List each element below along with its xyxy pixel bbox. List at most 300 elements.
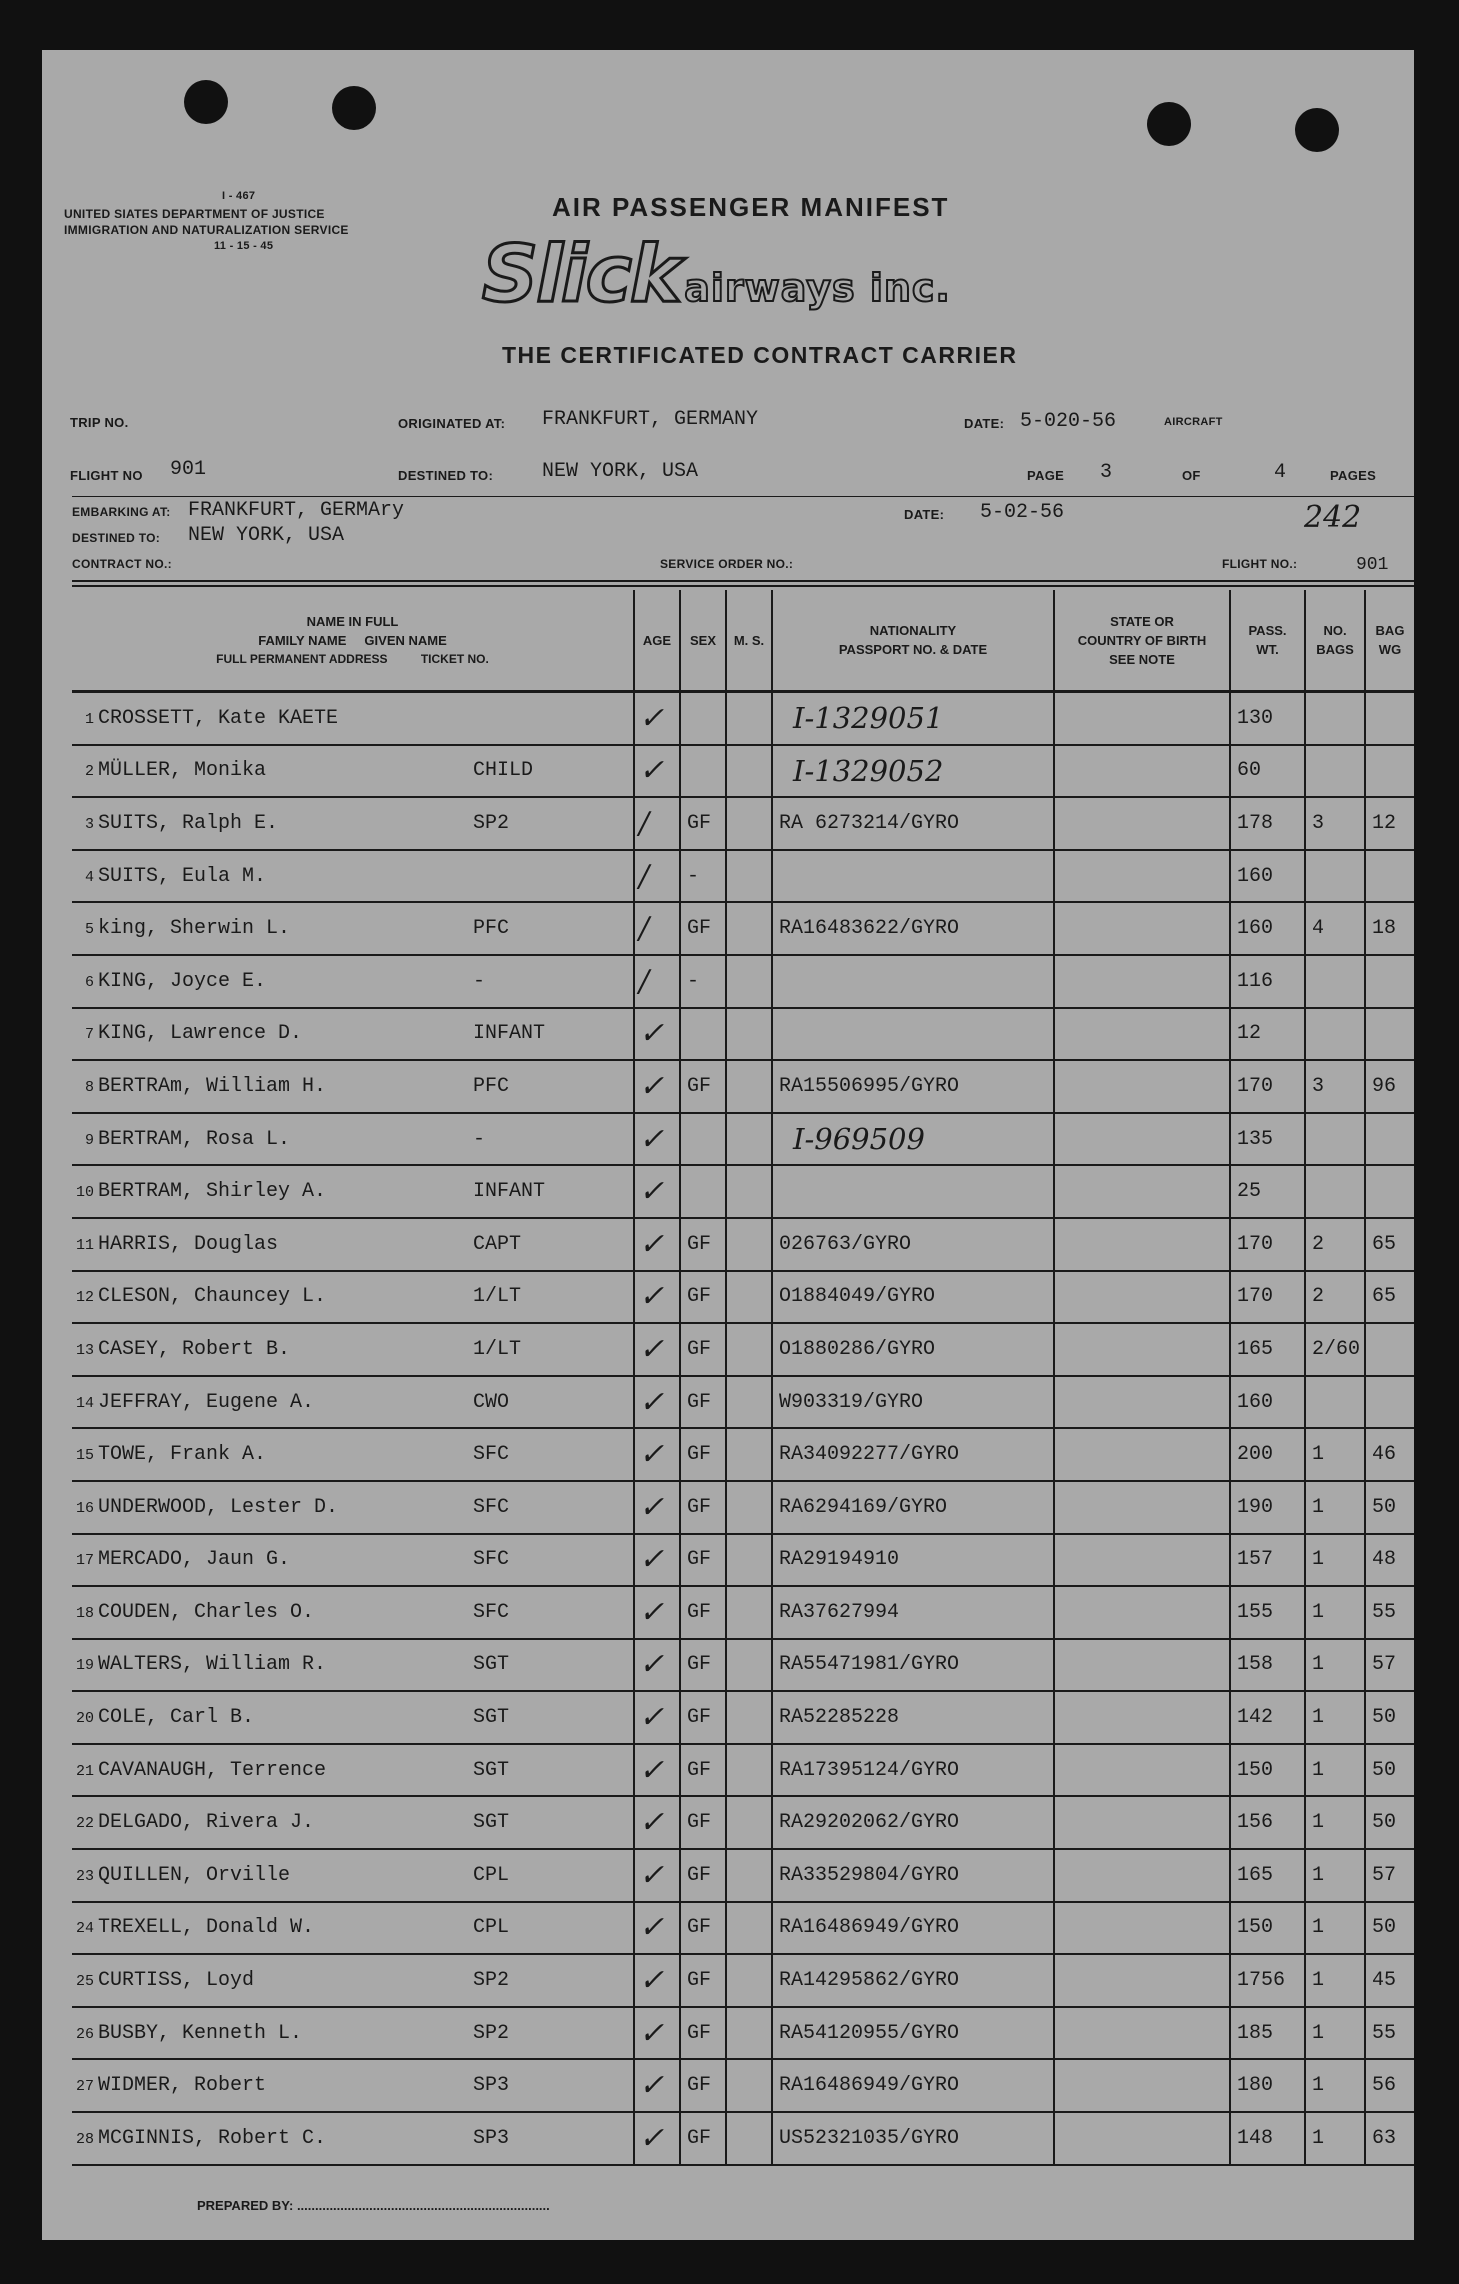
sex-cell: [680, 1323, 726, 1376]
state-cell: [1054, 1849, 1230, 1902]
ticket-rank: CWO: [473, 1390, 510, 1414]
destined-label: DESTINED TO:: [398, 468, 494, 483]
sex-cell: [680, 1586, 726, 1639]
bag-weight: [1366, 970, 1372, 993]
name-cell: [72, 2007, 634, 2060]
check-mark: /: [639, 963, 650, 999]
ticket-rank: CPL: [473, 1916, 510, 1940]
ms-cell: [726, 1218, 772, 1271]
row-number: 7: [84, 1026, 94, 1044]
passenger-name: BUSBY, Kenneth L.: [98, 2021, 303, 2045]
nationality-cell: [772, 1218, 1054, 1271]
sex-value: GF: [687, 1390, 712, 1414]
check-mark: ✓: [639, 1331, 665, 1367]
state-cell: [1054, 1744, 1230, 1797]
state-cell: [1054, 1323, 1230, 1376]
bag-count: 1: [1312, 1811, 1325, 1835]
name-cell: [72, 955, 634, 1008]
bag-count: 1: [1312, 1916, 1325, 1940]
sex-value: GF: [687, 2126, 712, 2150]
ms-cell: [726, 850, 772, 903]
check-mark: ✓: [639, 2120, 665, 2156]
state-cell: [1054, 797, 1230, 850]
weight-cell: [1230, 2112, 1305, 2165]
check-mark: /: [639, 805, 650, 841]
col-nat-line-2: PASSPORT NO. & DATE: [838, 642, 988, 657]
bags-cell: [1305, 1165, 1365, 1218]
col-name-line-3: FULL PERMANENT ADDRESS TICKET NO.: [216, 651, 489, 666]
sex-cell: [680, 902, 726, 955]
bag-weight: 50: [1372, 1706, 1397, 1730]
name-cell: [72, 2112, 634, 2165]
name-cell: [72, 1218, 634, 1271]
embarking-value: FRANKFURT, GERMAry: [188, 499, 405, 522]
bag-count: [1306, 1128, 1312, 1151]
col-sex: SEX: [680, 590, 726, 692]
col-wt-line-2: WT.: [1256, 642, 1279, 657]
pass-weight: 185: [1237, 2021, 1274, 2045]
sex-cell: [680, 2007, 726, 2060]
bag-weight-cell: [1365, 745, 1414, 798]
bag-weight-cell: [1365, 797, 1414, 850]
ticket-rank: SFC: [473, 1495, 510, 1519]
of-label: OF: [1182, 468, 1201, 483]
passport-value: [773, 970, 779, 993]
bag-weight: 50: [1372, 1758, 1397, 1782]
sex-value: GF: [687, 1074, 712, 1098]
bag-weight-cell: [1365, 1113, 1414, 1166]
bag-count: 1: [1312, 1706, 1325, 1730]
bag-weight-cell: [1365, 2059, 1414, 2112]
col-bagwt-line-1: BAG: [1375, 623, 1405, 638]
passport-value: O1884049/GYRO: [779, 1285, 936, 1309]
passenger-name: CASEY, Robert B.: [98, 1337, 291, 1361]
table-row: [72, 2112, 1414, 2165]
logo-wordmark: Slick: [482, 230, 680, 320]
bags-cell: [1305, 1113, 1365, 1166]
pass-weight: 1756: [1237, 1969, 1286, 1993]
weight-cell: [1230, 850, 1305, 903]
age-cell: [634, 745, 680, 798]
passport-value: RA29194910: [779, 1548, 900, 1572]
bag-count: 1: [1312, 1969, 1325, 1993]
pass-weight: 180: [1237, 2074, 1274, 2098]
nationality-cell: [772, 1902, 1054, 1955]
ticket-rank: INFANT: [473, 1180, 546, 1204]
state-cell: [1054, 1008, 1230, 1061]
bag-weight-cell: [1365, 1271, 1414, 1324]
sex-value: GF: [687, 1916, 712, 1940]
row-number: 1: [84, 710, 94, 728]
table-row: [72, 797, 1414, 850]
date-label: DATE:: [964, 416, 1005, 431]
state-cell: [1054, 1481, 1230, 1534]
bags-cell: [1305, 1481, 1365, 1534]
passport-value: RA37627994: [779, 1600, 900, 1624]
bag-weight-cell: [1365, 1428, 1414, 1481]
col-name-line-2: FAMILY NAME GIVEN NAME: [258, 632, 447, 648]
sex-value: GF: [687, 1758, 712, 1782]
sex-value: GF: [687, 1548, 712, 1572]
nationality-cell: [772, 745, 1054, 798]
col-bags-line-1: NO.: [1323, 623, 1347, 638]
row-number: 16: [75, 1499, 94, 1517]
manifest-sheet: [42, 50, 1414, 2240]
sex-value: GF: [687, 811, 712, 835]
ms-cell: [726, 745, 772, 798]
bag-weight-cell: [1365, 1060, 1414, 1113]
bag-weight-cell: [1365, 1954, 1414, 2007]
passenger-name: BERTRAm, William H.: [98, 1074, 327, 1098]
passport-value: RA34092277/GYRO: [779, 1443, 960, 1467]
bag-count: [1306, 865, 1312, 888]
date2-value: 5-02-56: [980, 501, 1065, 524]
passenger-name: QUILLEN, Orville: [98, 1863, 291, 1887]
nationality-cell: [772, 1744, 1054, 1797]
weight-cell: [1230, 1165, 1305, 1218]
bag-weight: 46: [1372, 1443, 1397, 1467]
passenger-name: CROSSETT, Kate KAETE: [98, 706, 339, 730]
state-cell: [1054, 692, 1230, 745]
ms-cell: [726, 1849, 772, 1902]
check-mark: ✓: [639, 1068, 665, 1104]
passport-value: [773, 1180, 779, 1203]
punch-hole: [332, 86, 376, 130]
page-label: PAGE: [1027, 468, 1065, 483]
ms-cell: [726, 1796, 772, 1849]
state-cell: [1054, 1691, 1230, 1744]
table-row: [72, 850, 1414, 903]
bag-weight-cell: [1365, 1586, 1414, 1639]
table-row: [72, 1428, 1414, 1481]
passport-value: RA 6273214/GYRO: [779, 811, 960, 835]
age-cell: [634, 1744, 680, 1797]
pass-weight: 160: [1237, 864, 1274, 888]
sex-cell: [680, 1113, 726, 1166]
state-cell: [1054, 2059, 1230, 2112]
pass-weight: 116: [1237, 969, 1274, 993]
sex-value: [681, 707, 687, 730]
nationality-cell: [772, 1165, 1054, 1218]
state-cell: [1054, 1113, 1230, 1166]
passenger-name: WIDMER, Robert: [98, 2074, 267, 2098]
row-number: 15: [75, 1447, 94, 1465]
passport-value: RA54120955/GYRO: [779, 2021, 960, 2045]
passenger-name: KING, Joyce E.: [98, 969, 267, 993]
age-cell: [634, 1165, 680, 1218]
table-row: [72, 1849, 1414, 1902]
pass-weight: 200: [1237, 1443, 1274, 1467]
state-cell: [1054, 1902, 1230, 1955]
pass-weight: 130: [1237, 706, 1274, 730]
sex-cell: [680, 1218, 726, 1271]
nationality-cell: [772, 1323, 1054, 1376]
pass-weight: 165: [1237, 1863, 1274, 1887]
age-cell: [634, 1323, 680, 1376]
trip-no-label: TRIP NO.: [70, 415, 129, 430]
nationality-cell: [772, 1428, 1054, 1481]
name-cell: [72, 797, 634, 850]
nationality-cell: [772, 797, 1054, 850]
state-cell: [1054, 745, 1230, 798]
ms-cell: [726, 2112, 772, 2165]
bags-cell: [1305, 1849, 1365, 1902]
sex-value: -: [687, 864, 700, 888]
state-cell: [1054, 1586, 1230, 1639]
age-cell: [634, 1639, 680, 1692]
pass-weight: 160: [1237, 1390, 1274, 1414]
sex-value: GF: [687, 1706, 712, 1730]
bag-weight-cell: [1365, 692, 1414, 745]
ticket-rank: SFC: [473, 1443, 510, 1467]
bag-weight: 63: [1372, 2126, 1397, 2150]
row-number: 26: [75, 2025, 94, 2043]
weight-cell: [1230, 955, 1305, 1008]
check-mark: ✓: [639, 1121, 665, 1157]
sex-value: GF: [687, 2074, 712, 2098]
check-mark: ✓: [639, 1594, 665, 1630]
sex-value: GF: [687, 1969, 712, 1993]
passenger-name: COUDEN, Charles O.: [98, 1600, 315, 1624]
row-number: 18: [75, 1604, 94, 1622]
bag-weight: [1366, 759, 1372, 782]
bags-cell: [1305, 955, 1365, 1008]
pass-weight: 150: [1237, 1758, 1274, 1782]
sex-cell: [680, 850, 726, 903]
passport-value: RA55471981/GYRO: [779, 1653, 960, 1677]
prepared-by-label: PREPARED BY:: [197, 2198, 294, 2213]
table-row: [72, 1008, 1414, 1061]
bag-weight: [1366, 1128, 1372, 1151]
weight-cell: [1230, 797, 1305, 850]
age-cell: [634, 2007, 680, 2060]
passenger-name: UNDERWOOD, Lester D.: [98, 1495, 339, 1519]
company-logo: [482, 230, 951, 320]
passport-value: RA16486949/GYRO: [779, 2074, 960, 2098]
bags-cell: [1305, 1428, 1365, 1481]
bag-weight-cell: [1365, 1534, 1414, 1587]
col-bags-line-2: BAGS: [1316, 642, 1354, 657]
bag-count: 1: [1312, 1653, 1325, 1677]
bags-cell: [1305, 1323, 1365, 1376]
passenger-name: DELGADO, Rivera J.: [98, 1811, 315, 1835]
state-cell: [1054, 2112, 1230, 2165]
weight-cell: [1230, 2007, 1305, 2060]
sex-value: GF: [687, 1495, 712, 1519]
row-number: 24: [75, 1920, 94, 1938]
name-cell: [72, 2059, 634, 2112]
ticket-rank: SP3: [473, 2074, 510, 2098]
passport-value: RA16486949/GYRO: [779, 1916, 960, 1940]
nationality-cell: [772, 1586, 1054, 1639]
nationality-cell: [772, 1849, 1054, 1902]
pass-weight: 178: [1237, 811, 1274, 835]
age-cell: [634, 1060, 680, 1113]
ticket-rank: -: [473, 1127, 486, 1151]
pass-weight: 156: [1237, 1811, 1274, 1835]
age-cell: [634, 2112, 680, 2165]
passenger-name: JEFFRAY, Eugene A.: [98, 1390, 315, 1414]
weight-cell: [1230, 692, 1305, 745]
passport-value: [773, 865, 779, 888]
flight-no-label: FLIGHT NO: [70, 468, 143, 483]
ticket-rank: SGT: [473, 1653, 510, 1677]
bag-weight: 57: [1372, 1863, 1397, 1887]
state-cell: [1054, 1796, 1230, 1849]
sex-cell: [680, 1902, 726, 1955]
col-pass-wt: [1230, 590, 1305, 692]
col-ms: M. S.: [726, 590, 772, 692]
ms-cell: [726, 1481, 772, 1534]
check-mark: ✓: [639, 1437, 665, 1473]
weight-cell: [1230, 1902, 1305, 1955]
bag-weight: 55: [1372, 2021, 1397, 2045]
table-row: [72, 902, 1414, 955]
table-row: [72, 1586, 1414, 1639]
pass-weight: 135: [1237, 1127, 1274, 1151]
passport-value: RA6294169/GYRO: [779, 1495, 948, 1519]
table-row: [72, 692, 1414, 745]
col-name-line-1: NAME IN FULL: [306, 613, 399, 629]
bags-cell: [1305, 1008, 1365, 1061]
flight2-value: 901: [1356, 555, 1389, 575]
weight-cell: [1230, 745, 1305, 798]
passenger-name: TOWE, Frank A.: [98, 1443, 267, 1467]
passport-value: RA33529804/GYRO: [779, 1863, 960, 1887]
passenger-name: WALTERS, William R.: [98, 1653, 327, 1677]
age-cell: [634, 1954, 680, 2007]
weight-cell: [1230, 2059, 1305, 2112]
table-top-rule: [72, 580, 1414, 582]
name-cell: [72, 1323, 634, 1376]
table-row: [72, 745, 1414, 798]
ms-cell: [726, 2007, 772, 2060]
age-cell: [634, 1796, 680, 1849]
name-cell: [72, 1428, 634, 1481]
table-row: [72, 1481, 1414, 1534]
bag-count: 2/60: [1312, 1337, 1361, 1361]
bag-weight: 48: [1372, 1548, 1397, 1572]
state-cell: [1054, 1954, 1230, 2007]
bags-cell: [1305, 850, 1365, 903]
ticket-rank: SP2: [473, 2021, 510, 2045]
state-cell: [1054, 2007, 1230, 2060]
pass-weight: 148: [1237, 2126, 1274, 2150]
check-mark: ✓: [639, 2015, 665, 2051]
bag-count: 3: [1312, 1074, 1325, 1098]
age-cell: [634, 1376, 680, 1429]
passport-value: I-1329052: [793, 753, 944, 788]
passenger-name: king, Sherwin L.: [98, 917, 291, 941]
col-name: [72, 590, 634, 692]
row-number: 9: [84, 1131, 94, 1149]
bag-weight-cell: [1365, 1902, 1414, 1955]
state-cell: [1054, 955, 1230, 1008]
sex-cell: [680, 1165, 726, 1218]
ms-cell: [726, 1954, 772, 2007]
row-number: 22: [75, 1815, 94, 1833]
bag-weight: 65: [1372, 1232, 1397, 1256]
table-row: [72, 1165, 1414, 1218]
state-cell: [1054, 850, 1230, 903]
table-row: [72, 2007, 1414, 2060]
carrier-tagline: THE CERTIFICATED CONTRACT CARRIER: [502, 342, 1018, 368]
passport-value: RA16483622/GYRO: [779, 917, 960, 941]
sex-value: [681, 1022, 687, 1045]
check-mark: ✓: [639, 1279, 665, 1315]
name-cell: [72, 1586, 634, 1639]
sex-cell: [680, 1744, 726, 1797]
form-date: 11 - 15 - 45: [214, 240, 274, 252]
age-cell: [634, 1218, 680, 1271]
bags-cell: [1305, 1271, 1365, 1324]
row-number: 2: [84, 763, 94, 781]
check-mark: ✓: [639, 1805, 665, 1841]
bags-cell: [1305, 1376, 1365, 1429]
form-agency-line-1: UNITED SIATES DEPARTMENT OF JUSTICE: [64, 207, 325, 221]
bag-weight-cell: [1365, 1323, 1414, 1376]
passport-value: [773, 1022, 779, 1045]
bag-weight: [1366, 707, 1372, 730]
ms-cell: [726, 955, 772, 1008]
nationality-cell: [772, 902, 1054, 955]
pass-weight: 60: [1237, 759, 1262, 783]
col-state-line-3: SEE NOTE: [1109, 651, 1175, 667]
age-cell: [634, 955, 680, 1008]
bags-cell: [1305, 745, 1365, 798]
ticket-rank: SP2: [473, 1969, 510, 1993]
bag-weight: [1366, 1391, 1372, 1414]
weight-cell: [1230, 1796, 1305, 1849]
check-mark: ✓: [639, 1016, 665, 1052]
bag-count: 1: [1312, 2021, 1325, 2045]
name-cell: [72, 1534, 634, 1587]
check-mark: ✓: [639, 1647, 665, 1683]
bags-cell: [1305, 1586, 1365, 1639]
row-number: 23: [75, 1867, 94, 1885]
bag-weight: 56: [1372, 2074, 1397, 2098]
check-mark: /: [639, 911, 650, 947]
state-cell: [1054, 902, 1230, 955]
passenger-table: [72, 590, 1414, 2166]
ticket-rank: SFC: [473, 1548, 510, 1572]
passenger-name: CURTISS, Loyd: [98, 1969, 255, 1993]
name-cell: [72, 1376, 634, 1429]
ms-cell: [726, 2059, 772, 2112]
name-cell: [72, 1008, 634, 1061]
check-mark: ✓: [639, 700, 665, 736]
bag-count: 1: [1312, 1443, 1325, 1467]
bag-weight-cell: [1365, 1165, 1414, 1218]
name-cell: [72, 902, 634, 955]
weight-cell: [1230, 1744, 1305, 1797]
col-bagwt-line-2: WG: [1378, 642, 1402, 657]
age-cell: [634, 1902, 680, 1955]
bag-weight-cell: [1365, 1691, 1414, 1744]
col-wt-line-1: PASS.: [1248, 623, 1287, 638]
name-cell: [72, 1902, 634, 1955]
weight-cell: [1230, 1639, 1305, 1692]
embarking-label: EMBARKING AT:: [72, 505, 171, 519]
prepared-by: [197, 2198, 550, 2213]
col-state-line-1: STATE OR: [1110, 613, 1174, 629]
name-cell: [72, 1481, 634, 1534]
name-cell: [72, 1744, 634, 1797]
ms-cell: [726, 1428, 772, 1481]
name-cell: [72, 1165, 634, 1218]
row-number: 13: [75, 1341, 94, 1359]
passenger-name: MCGINNIS, Robert C.: [98, 2126, 327, 2150]
